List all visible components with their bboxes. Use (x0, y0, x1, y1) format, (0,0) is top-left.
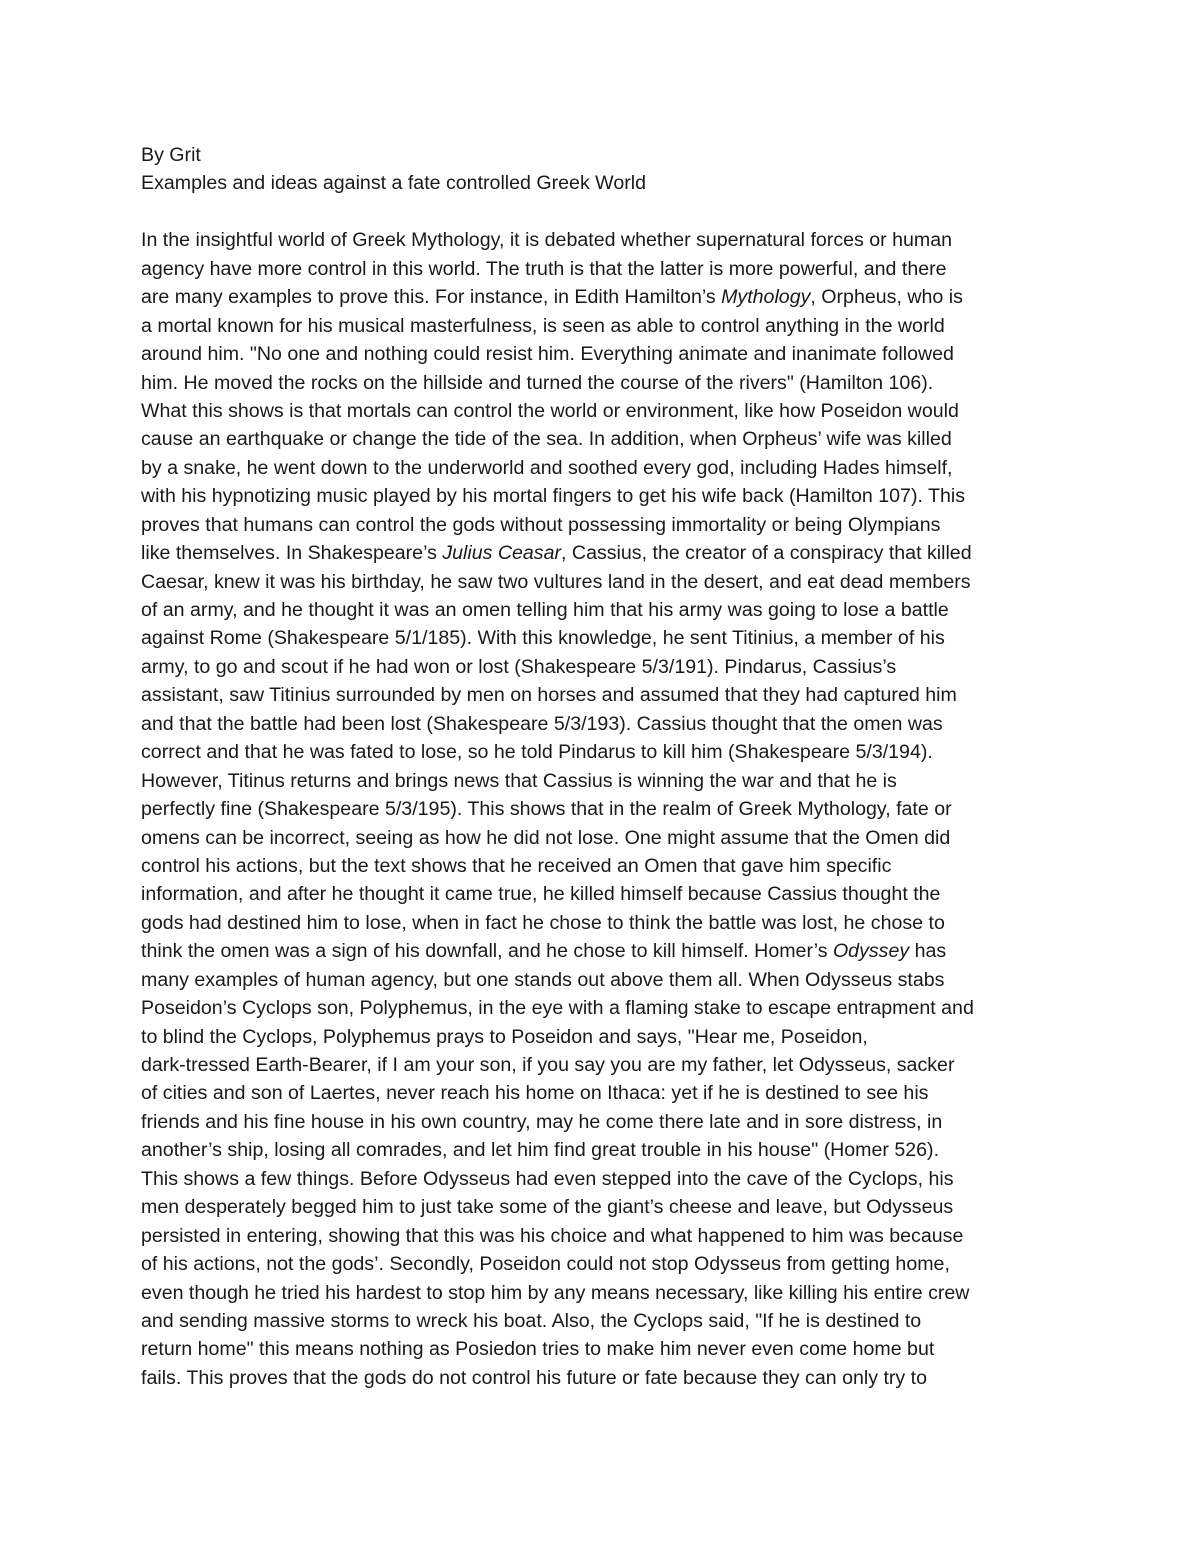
body-line (141, 994, 1071, 1022)
body-line (141, 824, 1071, 852)
body-text: Caesar, knew it was his birthday, he saw two vultures land in the desert, and eat dead members (141, 570, 971, 593)
body-text: army, to go and scout if he had won or lost (Shakespeare 5/3/191). Pindarus, Cassius’s (141, 655, 897, 678)
body-text: In the insightful world of Greek Mythology, it is debated whether supernatural forces or human (141, 229, 953, 252)
body-line (141, 1108, 1071, 1136)
body-line (141, 1165, 1071, 1193)
body-text: proves that humans can control the gods without possessing immortality or being Olympians (141, 513, 941, 536)
body-text: dark-tressed Earth-Bearer, if I am your son, if you say you are my father, let Odysseus, sacker (141, 1054, 955, 1076)
body-text: persisted in entering, showing that this was his choice and what happened to him was because (141, 1224, 964, 1247)
body-line (141, 1222, 1071, 1250)
author-line: By Grit (141, 144, 201, 166)
body-text: men desperately begged him to just take some of the giant’s cheese and leave, but Odysseus (141, 1196, 954, 1219)
body-text: assistant, saw Titinius surrounded by men on horses and assumed that they had captured him (141, 684, 957, 707)
body-line (141, 1193, 1071, 1221)
body-text: around him. "No one and nothing could resist him. Everything animate and inanimate followed (141, 343, 954, 366)
body-text: him. He moved the rocks on the hillside and turned the course of the rivers" (Hamilton 106). (141, 371, 934, 394)
body-line (141, 909, 1071, 937)
body-line (141, 738, 1071, 766)
body-text: of cities and son of Laertes, never reach his home on Ithaca: yet if he is destined to see his (141, 1082, 929, 1105)
body-line (141, 1023, 1071, 1051)
body-text: However, Titinus returns and brings news that Cassius is winning the war and that he is (141, 769, 897, 792)
body-line (141, 767, 1071, 795)
body-line (141, 1079, 1071, 1107)
body-text: many examples of human agency, but one stands out above them all. When Odysseus stabs (141, 968, 945, 991)
italic-title-text: Odyssey (832, 940, 910, 963)
body-line (141, 1335, 1071, 1363)
body-text: are many examples to prove this. For instance, in Edith Hamilton’s (141, 286, 722, 309)
body-text: , Orpheus, who is (810, 286, 963, 309)
body-text: has (909, 940, 947, 963)
body-line (141, 425, 1071, 453)
body-line (141, 1250, 1071, 1278)
body-line (141, 511, 1071, 539)
body-line (141, 1136, 1071, 1164)
body-line (141, 852, 1071, 880)
body-line (141, 937, 1071, 965)
blank-line (141, 198, 1071, 226)
body-line (141, 312, 1071, 340)
body-line (141, 340, 1071, 368)
body-text: This shows a few things. Before Odysseus had even stepped into the cave of the Cyclops, his (141, 1167, 954, 1190)
body-line (141, 1279, 1071, 1307)
body-text: of his actions, not the gods’. Secondly, Poseidon could not stop Odysseus from getting home, (141, 1253, 950, 1276)
body-text: another’s ship, losing all comrades, and let him find great trouble in his house" (Homer 526). (141, 1139, 940, 1162)
body-text: fails. This proves that the gods do not control his future or fate because they can only try to (141, 1366, 928, 1389)
body-line (141, 1051, 1071, 1079)
body-line (141, 255, 1071, 283)
body-text: of an army, and he thought it was an omen telling him that his army was going to lose a battle (141, 599, 949, 621)
body-line (141, 1364, 1071, 1392)
body-line (141, 624, 1071, 652)
body-text: correct and that he was fated to lose, so he told Pindarus to kill him (Shakespeare 5/3/194). (141, 741, 933, 764)
body-text: with his hypnotizing music played by his mortal fingers to get his wife back (Hamilton 107). This (141, 485, 966, 508)
body-line (141, 568, 1071, 596)
body-line (141, 283, 1071, 311)
body-text: even though he tried his hardest to stop him by any means necessary, like killing his entire crew (141, 1281, 970, 1304)
body-text: by a snake, he went down to the underworld and soothed every god, including Hades himself, (141, 456, 953, 479)
body-text: a mortal known for his musical masterfulness, is seen as able to control anything in the world (141, 314, 945, 337)
body-text: like themselves. In Shakespeare’s (141, 542, 443, 565)
italic-title-text: Mythology (721, 286, 811, 309)
body-text: information, and after he thought it came true, he killed himself because Cassius thought the (141, 883, 941, 906)
body-text: What this shows is that mortals can control the world or environment, like how Poseidon would (141, 399, 959, 422)
body-line (141, 681, 1071, 709)
body-text: Poseidon’s Cyclops son, Polyphemus, in the eye with a flaming stake to escape entrapment and (141, 997, 974, 1020)
body-line (141, 397, 1071, 425)
body-text: perfectly fine (Shakespeare 5/3/195). This shows that in the realm of Greek Mythology, fate or (141, 798, 952, 821)
body-line (141, 539, 1071, 567)
title-line: Examples and ideas against a fate controlled Greek World (141, 172, 646, 195)
body-text: agency have more control in this world. The truth is that the latter is more powerful, and there (141, 257, 947, 280)
body-line (141, 454, 1071, 482)
body-text: cause an earthquake or change the tide of the sea. In addition, when Orpheus’ wife was killed (141, 428, 952, 451)
body-line (141, 226, 1071, 254)
body-text: think the omen was a sign of his downfall, and he chose to kill himself. Homer’s (141, 940, 833, 963)
body-line (141, 369, 1071, 397)
body-line (141, 795, 1071, 823)
essay-body (141, 226, 1071, 1392)
body-text: against Rome (Shakespeare 5/1/185). With this knowledge, he sent Titinius, a member of his (141, 627, 945, 650)
body-text: , Cassius, the creator of a conspiracy that killed (561, 542, 972, 565)
body-line (141, 880, 1071, 908)
body-line (141, 710, 1071, 738)
body-text: friends and his fine house in his own country, may he come there late and in sore distress, in (141, 1110, 943, 1133)
body-text: to blind the Cyclops, Polyphemus prays to Poseidon and says, "Hear me, Poseidon, (141, 1025, 868, 1048)
body-line (141, 596, 1071, 624)
body-text: omens can be incorrect, seeing as how he did not lose. One might assume that the Omen did (141, 826, 951, 849)
body-line (141, 966, 1071, 994)
body-text: and that the battle had been lost (Shakespeare 5/3/193). Cassius thought that the omen was (141, 712, 943, 735)
body-line (141, 653, 1071, 681)
body-text: control his actions, but the text shows that he received an Omen that gave him specific (141, 854, 892, 877)
body-text: and sending massive storms to wreck his boat. Also, the Cyclops said, "If he is destined to (141, 1309, 922, 1332)
document-content (141, 141, 1071, 1392)
body-line (141, 482, 1071, 510)
body-text: return home" this means nothing as Posiedon tries to make him never even come home but (141, 1338, 935, 1361)
body-line (141, 1307, 1071, 1335)
italic-title-text: Julius Ceasar (442, 542, 562, 565)
body-text: gods had destined him to lose, when in fact he chose to think the battle was lost, he chose to (141, 911, 945, 934)
